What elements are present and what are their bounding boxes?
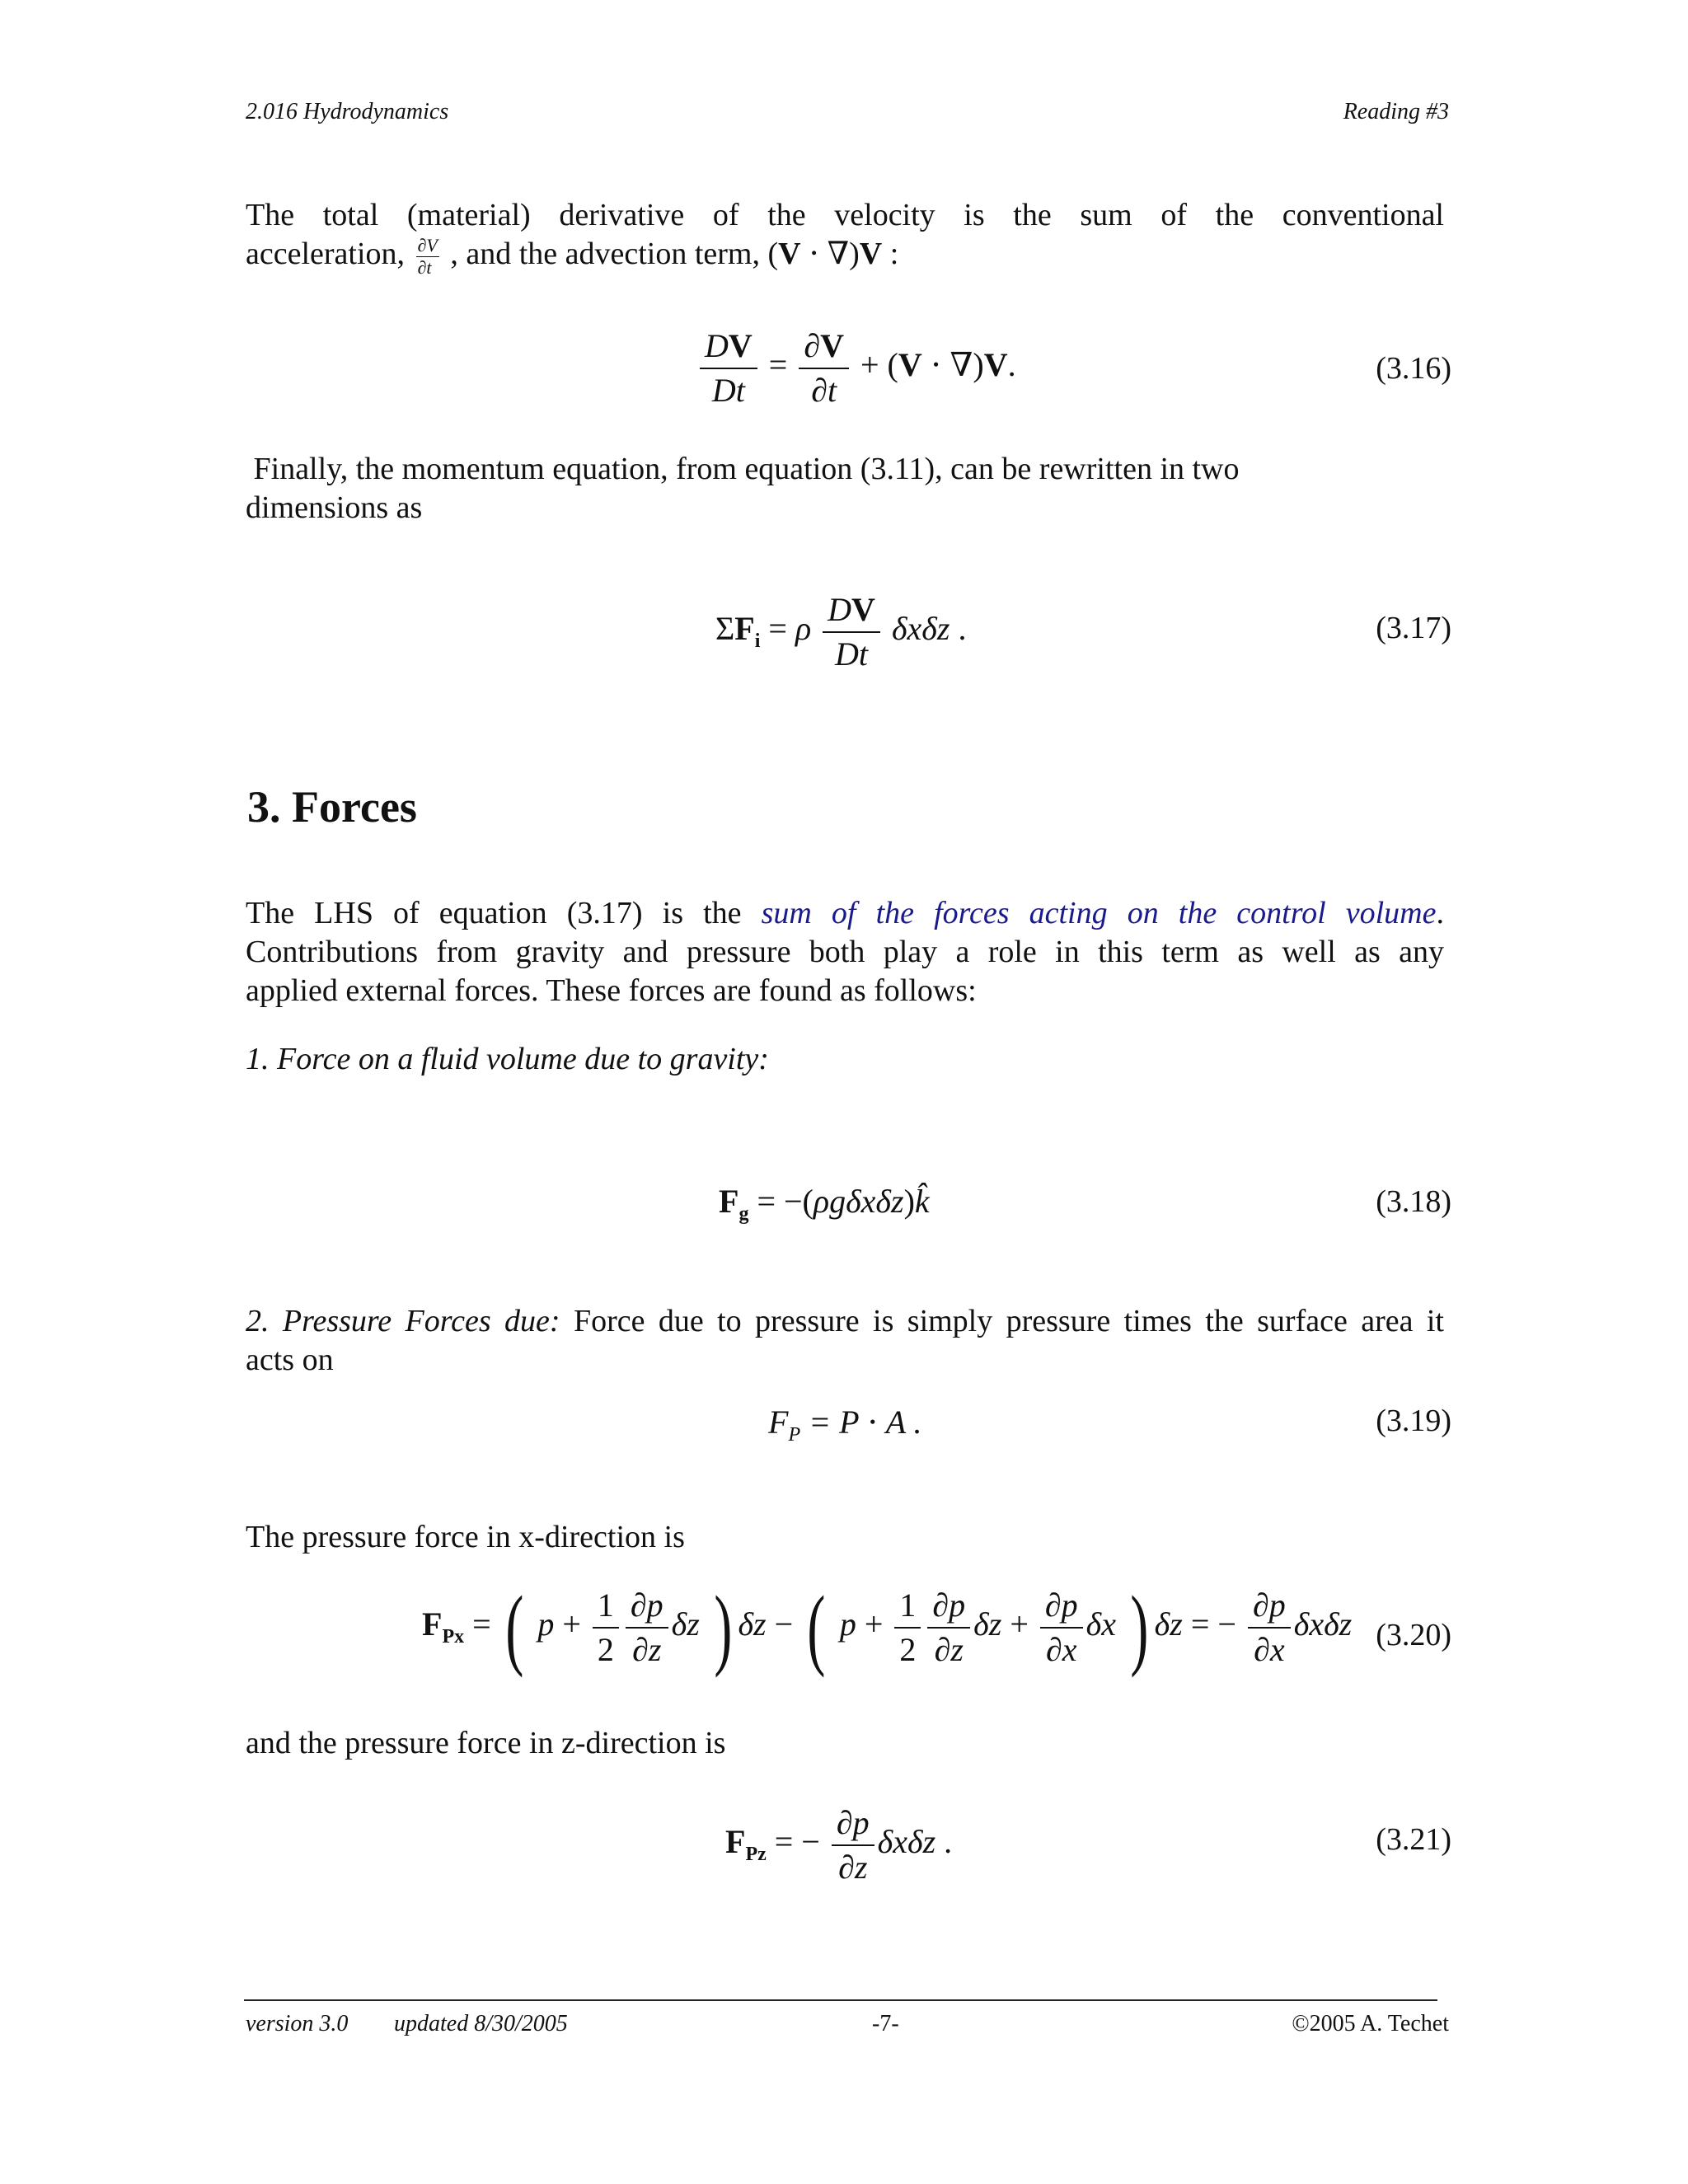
- fraction: $\frac{\partial p}{\partial x}$: [1248, 1587, 1291, 1668]
- fraction: $\frac{\partial p}{\partial x}$: [1040, 1587, 1083, 1668]
- footer-version: version 3.0: [246, 2011, 349, 2036]
- paragraph-momentum: [246, 450, 1444, 527]
- running-header-left: 2.016 Hydrodynamics: [246, 99, 449, 124]
- paragraph-line: Finally, the momentum equation, from equation (3.11), can be rewritten in two: [246, 452, 1240, 486]
- footer-page-number: -7-: [872, 2011, 899, 2036]
- fraction: $\frac{DV}{Dt}$: [700, 328, 757, 409]
- footer-copyright: ©2005 A. Techet: [1292, 2011, 1449, 2036]
- equation-3-18: $F_g$ = −(ρgδxδz)k̂: [719, 1183, 930, 1225]
- equation-number: (3.21): [1376, 1822, 1451, 1857]
- inline-partial-fraction: $\frac{\partial V}{\partial t}$: [417, 234, 438, 278]
- equation-number: (3.19): [1376, 1404, 1451, 1438]
- paragraph-line: [246, 235, 1444, 278]
- equation-number: (3.17): [1376, 611, 1451, 645]
- equation-3-21: $F_{Pz}$ = − $\frac{\partial p}{\partial z}$ δxδz .: [725, 1804, 953, 1886]
- paragraph-line: applied external forces. These forces are found as follows:: [246, 973, 977, 1008]
- fraction: $\frac{1}{2}$: [894, 1587, 921, 1668]
- paragraph-line: The total (material) derivative of the velocity is the sum of the conventional: [246, 198, 1444, 232]
- paragraph-line: dimensions as: [246, 490, 423, 525]
- text-fragment: :: [889, 237, 899, 271]
- equation-number: (3.16): [1376, 351, 1451, 386]
- paragraph-forces: [246, 894, 1444, 1010]
- equation-number: (3.20): [1376, 1618, 1451, 1652]
- equation-3-19: $F_P = P \cdot A$ .: [768, 1404, 922, 1446]
- running-header-right: Reading #3: [1343, 99, 1449, 124]
- inline-advection-term: (V ⋅ ∇)V: [767, 237, 883, 271]
- paragraph-x-direction: The pressure force in x-direction is: [246, 1520, 685, 1554]
- item-pressure: [246, 1302, 1444, 1380]
- paragraph-z-direction: and the pressure force in z-direction is: [246, 1726, 726, 1760]
- text-fragment: The LHS of equation (3.17) is the: [246, 896, 762, 930]
- fraction: $\frac{DV}{Dt}$: [823, 592, 880, 673]
- emphasis-link-text[interactable]: sum of the forces acting on the control volume: [761, 896, 1437, 930]
- paragraph-line: acts on: [246, 1343, 334, 1377]
- footer-divider: [244, 1999, 1437, 2001]
- text-fragment: .: [1436, 896, 1444, 930]
- fraction: $\frac{\partial p}{\partial z}$: [832, 1805, 874, 1886]
- fraction: $\frac{\partial p}{\partial z}$: [626, 1587, 668, 1668]
- equation-number: (3.18): [1376, 1184, 1451, 1219]
- equation-3-17: $\Sigma F_i = \rho$ $\frac{DV}{Dt}$ δxδz .: [715, 591, 967, 673]
- text-fragment: , and the advection term,: [450, 237, 760, 271]
- paragraph-line: Contributions from gravity and pressure both play a role in this term as well as any: [246, 935, 1444, 969]
- fraction: $\frac{\partial V}{\partial t}$: [799, 328, 849, 409]
- item-title: 2. Pressure Forces due:: [246, 1304, 560, 1338]
- item-gravity: 1. Force on a fluid volume due to gravity:: [246, 1042, 769, 1076]
- text-fragment: Force due to pressure is simply pressure times the surface area it: [560, 1304, 1444, 1338]
- paragraph-line: [246, 1302, 1444, 1341]
- fraction: $\frac{\partial p}{\partial z}$: [927, 1587, 970, 1668]
- text-fragment: acceleration,: [246, 237, 406, 271]
- footer-updated: updated 8/30/2005: [394, 2011, 568, 2036]
- section-title: 3. Forces: [247, 782, 417, 832]
- equation-3-16: $\frac{DV}{Dt}$ = $\frac{\partial V}{\partial t}$ + (V ⋅ ∇)V.: [696, 328, 1016, 409]
- fraction: $\frac{1}{2}$: [593, 1587, 619, 1668]
- paragraph-total-derivative: [246, 196, 1444, 278]
- paragraph-line: [246, 894, 1444, 933]
- equation-3-20: $F_{Px}$ = ( p + $\frac{1}{2}$ $\frac{\partial p}{\partial z}$ δz ) δz − ( p + $\frac{1}{2}$ $\frac{\partial p}{\partial z}$ δz + $\frac{\partial p}{\partial x}$ δx ) δz = − $\frac{\partial p}{\partial x}$ δxδz: [422, 1577, 1353, 1678]
